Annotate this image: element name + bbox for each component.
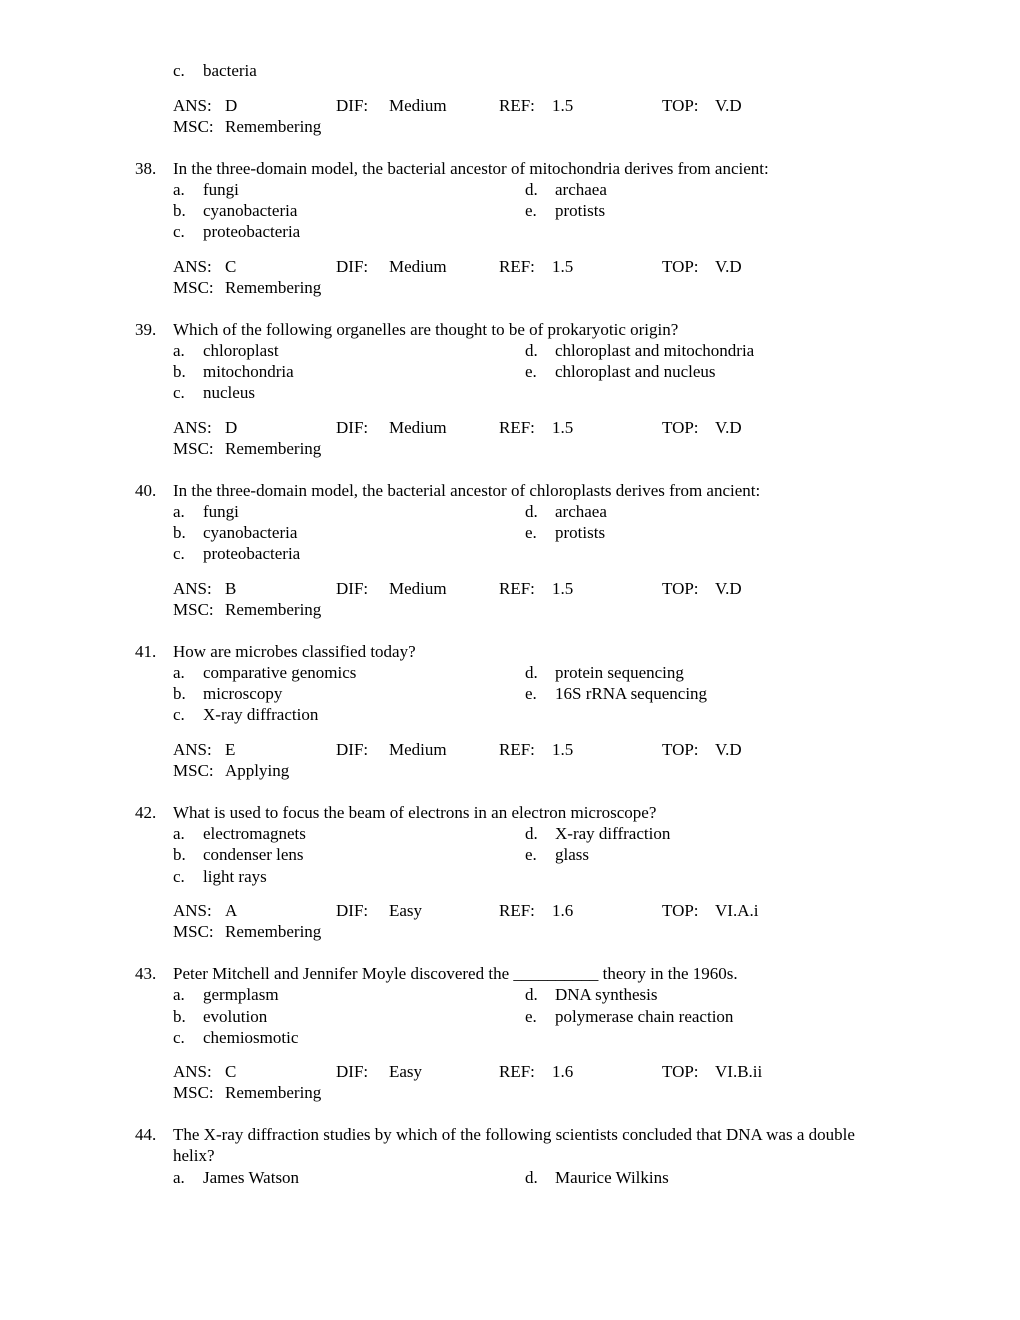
option-e: e. protists [525, 523, 606, 542]
question-number: 41. [135, 642, 157, 661]
msc-row: MSC: Applying [173, 761, 290, 780]
option-d: d. DNA synthesis [525, 985, 658, 1004]
question-number: 44. [135, 1125, 157, 1144]
option-c: c. proteobacteria [173, 544, 301, 563]
option-d: d. archaea [525, 180, 607, 199]
option-c: c. proteobacteria [173, 222, 301, 241]
question-number: 42. [135, 803, 157, 822]
question-text: How are microbes classified today? [173, 642, 416, 661]
msc-row: MSC: Remembering [173, 117, 322, 136]
option-d: d. chloroplast and mitochondria [525, 341, 755, 360]
question-number: 38. [135, 159, 157, 178]
option-b: b. microscopy [173, 684, 283, 703]
option-a: a. germplasm [173, 985, 279, 1004]
option-c: c. X-ray diffraction [173, 705, 319, 724]
option-b: b. cyanobacteria [173, 523, 298, 542]
question-text: In the three-domain model, the bacterial ancestor of mitochondria derives from ancient: [173, 159, 769, 178]
answer-row: ANS: C DIF: Easy REF: 1.6 TOP: VI.B.ii [173, 1062, 763, 1081]
msc-row: MSC: Remembering [173, 278, 322, 297]
question-text: In the three-domain model, the bacterial ancestor of chloroplasts derives from ancient: [173, 481, 761, 500]
msc-row: MSC: Remembering [173, 439, 322, 458]
question-text-continued: helix? [173, 1146, 215, 1165]
option-c: c. nucleus [173, 383, 255, 402]
option-c: c. chemiosmotic [173, 1028, 299, 1047]
option-a: a. fungi [173, 180, 239, 199]
answer-row: ANS: E DIF: Medium REF: 1.5 TOP: V.D [173, 740, 742, 759]
option-e: e. 16S rRNA sequencing [525, 684, 708, 703]
option-c: c. bacteria [173, 61, 257, 80]
option-b: b. condenser lens [173, 845, 304, 864]
answer-row: ANS: D DIF: Medium REF: 1.5 TOP: V.D [173, 96, 742, 115]
option-a: a. fungi [173, 502, 239, 521]
answer-row: ANS: C DIF: Medium REF: 1.5 TOP: V.D [173, 257, 742, 276]
option-e: e. glass [525, 845, 589, 864]
option-a: a. chloroplast [173, 341, 279, 360]
option-b: b. cyanobacteria [173, 201, 298, 220]
question-number: 39. [135, 320, 157, 339]
question-text: What is used to focus the beam of electrons in an electron microscope? [173, 803, 657, 822]
option-c: c. light rays [173, 867, 267, 886]
question-text: The X-ray diffraction studies by which of the following scientists concluded that DNA was a double [173, 1125, 855, 1144]
msc-row: MSC: Remembering [173, 1083, 322, 1102]
option-e: e. polymerase chain reaction [525, 1007, 734, 1026]
question-number: 40. [135, 481, 157, 500]
option-d: d. protein sequencing [525, 663, 684, 682]
msc-row: MSC: Remembering [173, 600, 322, 619]
option-d: d. X-ray diffraction [525, 824, 671, 843]
question-text: Which of the following organelles are thought to be of prokaryotic origin? [173, 320, 679, 339]
option-b: b. mitochondria [173, 362, 294, 381]
option-a: a. electromagnets [173, 824, 306, 843]
option-a: a. comparative genomics [173, 663, 357, 682]
answer-row: ANS: B DIF: Medium REF: 1.5 TOP: V.D [173, 579, 742, 598]
option-b: b. evolution [173, 1007, 268, 1026]
msc-row: MSC: Remembering [173, 922, 322, 941]
option-e: e. protists [525, 201, 606, 220]
answer-row: ANS: D DIF: Medium REF: 1.5 TOP: V.D [173, 418, 742, 437]
question-number: 43. [135, 964, 157, 983]
option-a: a. James Watson [173, 1168, 300, 1187]
option-d: d. archaea [525, 502, 607, 521]
answer-row: ANS: A DIF: Easy REF: 1.6 TOP: VI.A.i [173, 901, 759, 920]
option-d: d. Maurice Wilkins [525, 1168, 669, 1187]
question-text: Peter Mitchell and Jennifer Moyle discovered the __________ theory in the 1960s. [173, 964, 738, 983]
option-e: e. chloroplast and nucleus [525, 362, 716, 381]
